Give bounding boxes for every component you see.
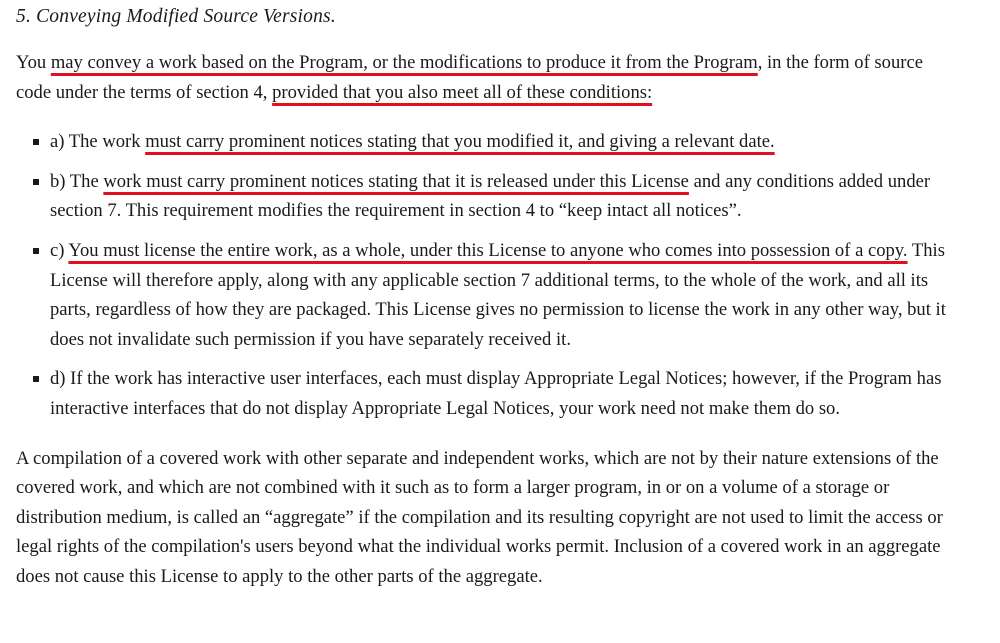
condition-a — [16, 127, 962, 157]
condition-c-text-2: This License will therefore apply, along with any applicable section 7 additional terms, to the whole of the work, and all its parts, regardless of how they are packaged. This License gives no permission to license the work in any other way, but it does not invalidate such permission if you have separately received it. — [50, 239, 946, 350]
bullet-icon — [33, 179, 39, 185]
bullet-icon — [33, 139, 39, 145]
condition-b-text-2: and any conditions added under section 7. This requirement modifies the requirement in section 4 to “keep intact all notices”. — [50, 170, 931, 222]
intro-underlined-1: may convey a work based on the Program, or the modifications to produce it from the Program — [50, 52, 758, 73]
condition-a-underlined: must carry prominent notices stating that you modified it, and giving a relevant date. — [145, 131, 775, 153]
condition-c-underlined: You must license the entire work, as a whole, under this License to anyone who comes into possession of a copy. — [68, 239, 908, 261]
condition-b — [16, 167, 962, 226]
aggregate-paragraph: A compilation of a covered work with other separate and independent works, which are not by their nature extensions of the covered work, and which are not combined with it such as to form a larger program, in or on a volume of a storage or distribution medium, is called an “aggregate” if the compilation and its resulting copyright are not used to limit the access or legal rights of the compilation's users beyond what the individual works permit. Inclusion of a covered work in an aggregate does not cause this License to apply to the other parts of the aggregate. — [16, 447, 943, 587]
section-title: 5. Conveying Modified Source Versions. — [16, 6, 336, 27]
condition-a-text: a) The work — [50, 131, 146, 153]
bullet-icon — [33, 376, 39, 382]
intro-paragraph — [16, 48, 962, 107]
condition-d — [16, 364, 962, 423]
condition-d-text: d) If the work has interactive user interfaces, each must display Appropriate Legal Notices; however, if the Program has interactive interfaces that do not display Appropriate Legal Notices, your work need not make them do so. — [50, 368, 942, 419]
bullet-icon — [33, 248, 39, 254]
condition-c-text-1: c) — [50, 239, 69, 261]
intro-text-1: You — [16, 52, 51, 73]
condition-b-underlined: work must carry prominent notices stating that it is released under this License — [103, 170, 689, 192]
intro-text-2: , in the form of source code under the terms of section 4, — [16, 52, 923, 103]
conditions-list — [16, 127, 962, 423]
condition-c — [16, 236, 962, 354]
intro-underlined-2: provided that you also meet all of these conditions: — [272, 81, 653, 103]
condition-b-text-1: b) The — [50, 170, 104, 192]
